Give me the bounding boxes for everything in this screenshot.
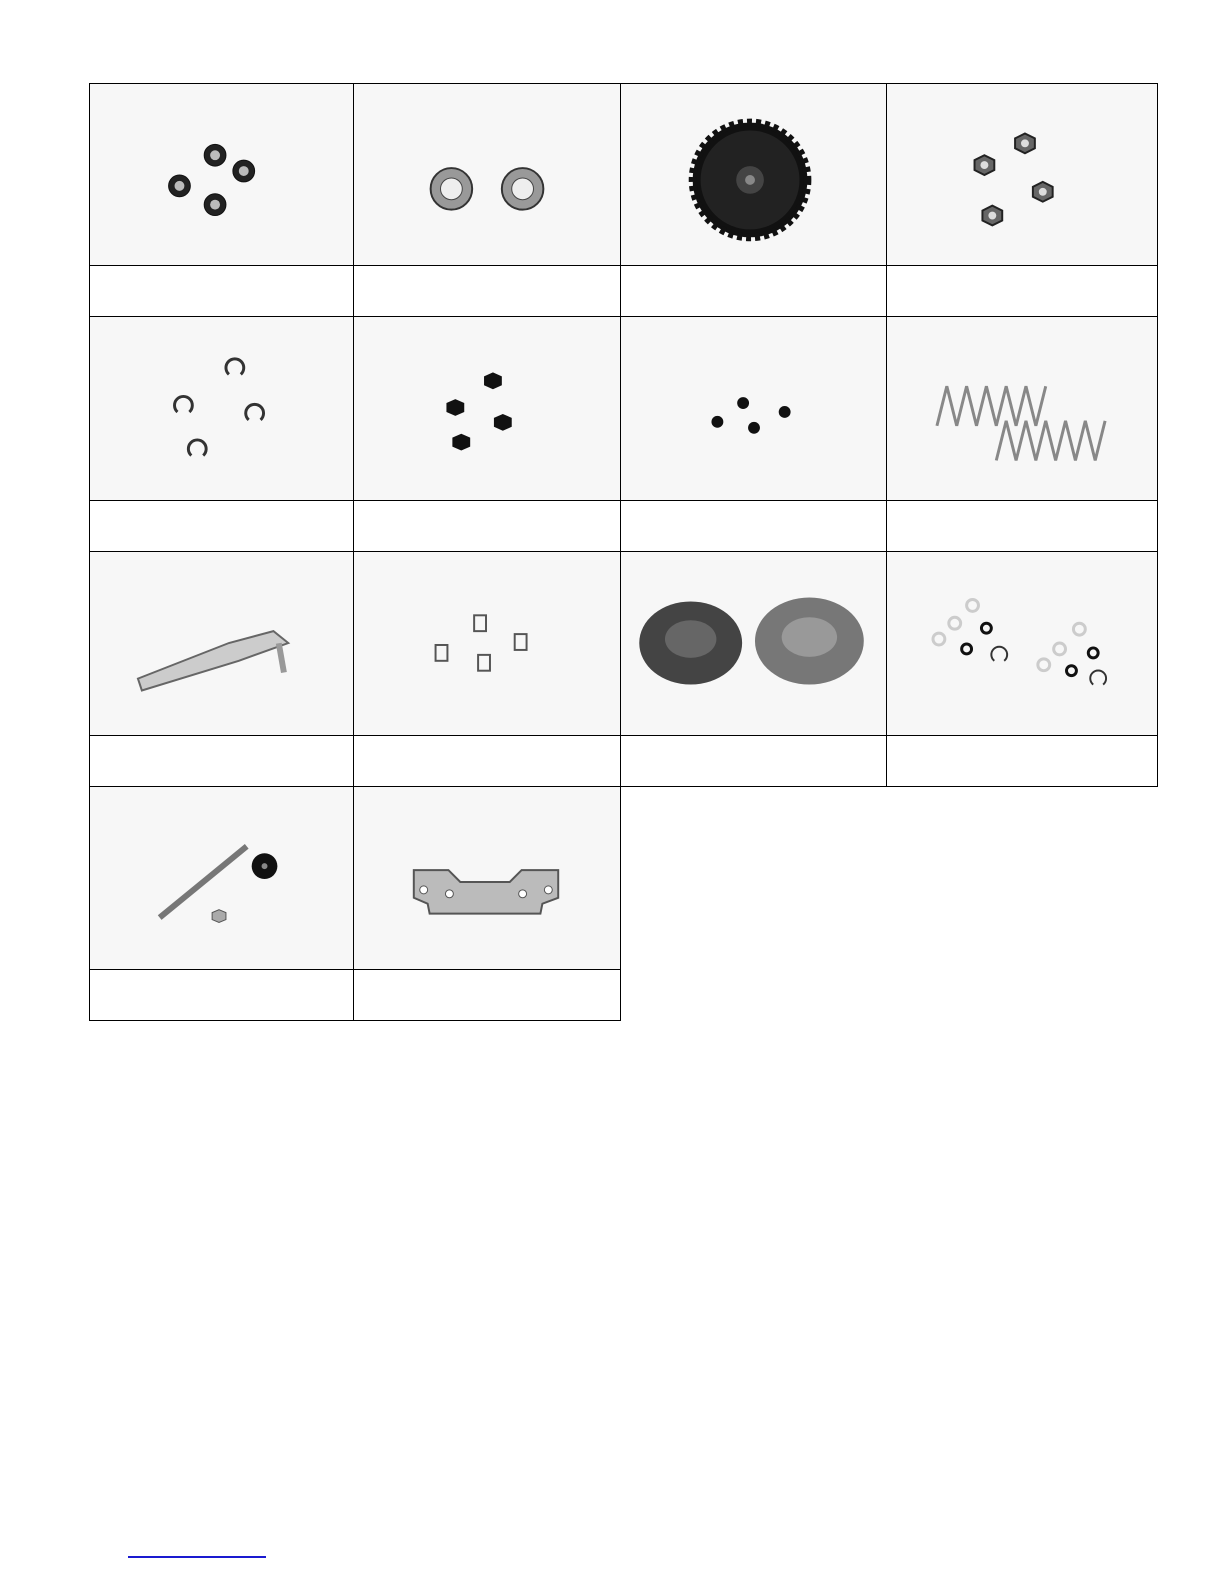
spur-gear-icon: [620, 83, 887, 266]
part-label: [620, 265, 887, 317]
part-label: [89, 969, 354, 1021]
ball-bearings-small-icon: [89, 83, 354, 266]
footer-link-underline[interactable]: [128, 1556, 266, 1558]
part-label: [886, 500, 1158, 552]
e-clips-icon: [89, 316, 354, 501]
shock-washers-o-rings-icon: [886, 551, 1158, 736]
part-label: [89, 500, 354, 552]
part-label: [620, 500, 887, 552]
part-label: [89, 735, 354, 787]
shock-springs-icon: [886, 316, 1158, 501]
tuned-pipe-icon: [89, 551, 354, 736]
part-label: [353, 735, 621, 787]
black-nuts-icon: [353, 316, 621, 501]
part-label: [353, 969, 621, 1021]
part-label: [620, 735, 887, 787]
shaft-nut-washer-icon: [89, 786, 354, 970]
ball-bearings-large-icon: [353, 83, 621, 266]
small-springs-icon: [353, 551, 621, 736]
set-screws-icon: [620, 316, 887, 501]
metal-mount-plate-icon: [353, 786, 621, 970]
lock-nuts-icon: [886, 83, 1158, 266]
foam-inserts-icon: [620, 551, 887, 736]
part-label: [353, 500, 621, 552]
part-label: [886, 735, 1158, 787]
part-label: [353, 265, 621, 317]
part-label: [886, 265, 1158, 317]
part-label: [89, 265, 354, 317]
